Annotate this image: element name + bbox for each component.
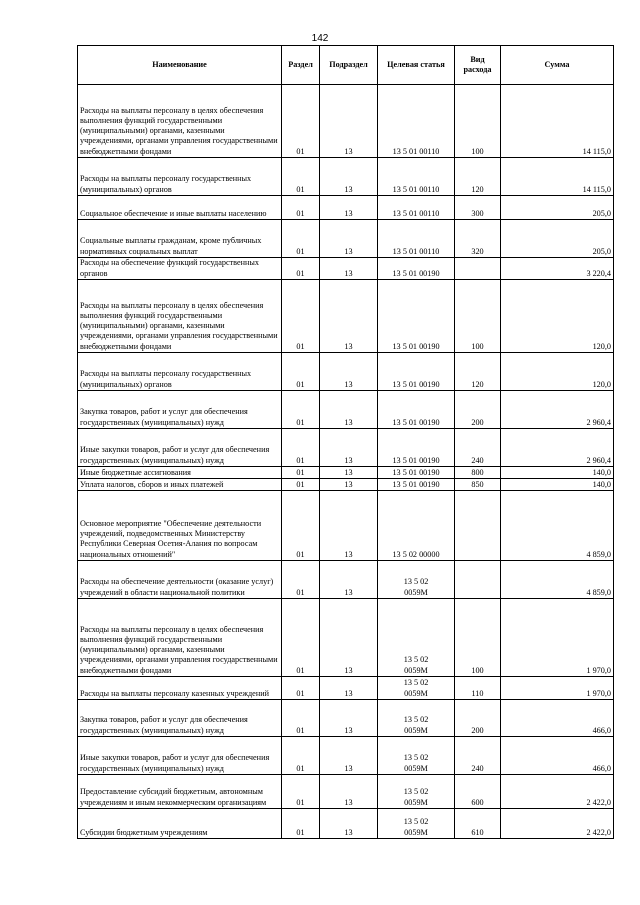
cell-subsection: 13	[320, 467, 378, 479]
cell-type: 100	[455, 280, 501, 353]
table-row	[78, 158, 614, 196]
cell-subsection: 13	[320, 429, 378, 467]
cell-sum: 466,0	[501, 737, 614, 775]
cell-section: 01	[282, 280, 320, 353]
cell-section: 01	[282, 467, 320, 479]
cell-section: 01	[282, 258, 320, 280]
table-row	[78, 479, 614, 491]
cell-target: 13 5 01 00190	[378, 258, 455, 280]
cell-sum: 120,0	[501, 280, 614, 353]
cell-subsection: 13	[320, 599, 378, 677]
cell-section: 01	[282, 737, 320, 775]
cell-subsection: 13	[320, 491, 378, 561]
cell-sum: 2 422,0	[501, 775, 614, 809]
column-header-section: Раздел	[282, 46, 320, 85]
cell-section: 01	[282, 391, 320, 429]
table-row	[78, 353, 614, 391]
cell-name: Иные бюджетные ассигнования	[78, 467, 282, 479]
table-header-row	[78, 46, 614, 85]
cell-name: Закупка товаров, работ и услуг для обеспечения государственных (муниципальных) нужд	[78, 700, 282, 737]
cell-target: 13 5 02 0059М	[378, 809, 455, 839]
cell-section: 01	[282, 353, 320, 391]
cell-section: 01	[282, 491, 320, 561]
cell-sum: 4 859,0	[501, 561, 614, 599]
table-row	[78, 700, 614, 737]
table-row	[78, 809, 614, 839]
cell-type: 110	[455, 677, 501, 700]
cell-subsection: 13	[320, 353, 378, 391]
cell-subsection: 13	[320, 809, 378, 839]
cell-subsection: 13	[320, 677, 378, 700]
cell-target: 13 5 02 0059М	[378, 775, 455, 809]
table-row	[78, 599, 614, 677]
cell-type: 600	[455, 775, 501, 809]
cell-target: 13 5 01 00110	[378, 220, 455, 258]
budget-table	[77, 45, 614, 839]
cell-name: Уплата налогов, сборов и иных платежей	[78, 479, 282, 491]
cell-target: 13 5 01 00110	[378, 158, 455, 196]
table-row	[78, 677, 614, 700]
cell-type: 300	[455, 196, 501, 220]
cell-section: 01	[282, 479, 320, 491]
cell-target: 13 5 01 00190	[378, 280, 455, 353]
cell-target: 13 5 02 0059М	[378, 599, 455, 677]
cell-type: 120	[455, 353, 501, 391]
cell-name: Иные закупки товаров, работ и услуг для обеспечения государственных (муниципальных) нужд	[78, 737, 282, 775]
table-row	[78, 561, 614, 599]
column-header-name: Наименование	[78, 46, 282, 85]
table-row	[78, 429, 614, 467]
cell-sum: 14 115,0	[501, 158, 614, 196]
cell-section: 01	[282, 561, 320, 599]
cell-subsection: 13	[320, 737, 378, 775]
cell-name: Расходы на выплаты персоналу в целях обеспечения выполнения функций государственными (муниципальными) органами, казенными учреждениями, органами управления государственными внебюджетными фондами	[78, 280, 282, 353]
table-body	[78, 85, 614, 839]
cell-target: 13 5 01 00110	[378, 196, 455, 220]
cell-name: Расходы на обеспечение функций государственных органов	[78, 258, 282, 280]
cell-type: 100	[455, 85, 501, 158]
cell-target: 13 5 01 00190	[378, 391, 455, 429]
cell-name: Социальные выплаты гражданам, кроме публичных нормативных социальных выплат	[78, 220, 282, 258]
cell-sum: 205,0	[501, 220, 614, 258]
table-row	[78, 85, 614, 158]
cell-type	[455, 258, 501, 280]
cell-name: Закупка товаров, работ и услуг для обеспечения государственных (муниципальных) нужд	[78, 391, 282, 429]
cell-name: Основное мероприятие "Обеспечение деятельности учреждений, подведомственных Министерству Республики Северная Осетия-Алания по вопросам национальных отношений"	[78, 491, 282, 561]
cell-subsection: 13	[320, 775, 378, 809]
cell-name: Расходы на выплаты персоналу государственных (муниципальных) органов	[78, 158, 282, 196]
cell-type: 100	[455, 599, 501, 677]
table-row	[78, 491, 614, 561]
cell-subsection: 13	[320, 196, 378, 220]
cell-subsection: 13	[320, 158, 378, 196]
cell-subsection: 13	[320, 700, 378, 737]
cell-subsection: 13	[320, 391, 378, 429]
cell-subsection: 13	[320, 220, 378, 258]
cell-sum: 4 859,0	[501, 491, 614, 561]
cell-type	[455, 561, 501, 599]
cell-target: 13 5 01 00190	[378, 467, 455, 479]
cell-name: Иные закупки товаров, работ и услуг для обеспечения государственных (муниципальных) нужд	[78, 429, 282, 467]
cell-section: 01	[282, 196, 320, 220]
cell-sum: 140,0	[501, 479, 614, 491]
cell-target: 13 5 02 00000	[378, 491, 455, 561]
cell-name: Расходы на обеспечение деятельности (оказание услуг) учреждений в области национальной политики	[78, 561, 282, 599]
column-header-subsection: Подраздел	[320, 46, 378, 85]
cell-target: 13 5 01 00190	[378, 353, 455, 391]
table-row	[78, 196, 614, 220]
cell-sum: 466,0	[501, 700, 614, 737]
cell-section: 01	[282, 809, 320, 839]
table-row	[78, 467, 614, 479]
cell-section: 01	[282, 429, 320, 467]
cell-subsection: 13	[320, 85, 378, 158]
cell-type: 240	[455, 429, 501, 467]
cell-sum: 1 970,0	[501, 599, 614, 677]
cell-target: 13 5 02 0059М	[378, 677, 455, 700]
cell-section: 01	[282, 158, 320, 196]
table-row	[78, 220, 614, 258]
cell-target: 13 5 02 0059М	[378, 700, 455, 737]
cell-sum: 2 960,4	[501, 429, 614, 467]
column-header-target: Целевая статья	[378, 46, 455, 85]
cell-section: 01	[282, 700, 320, 737]
cell-name: Субсидии бюджетным учреждениям	[78, 809, 282, 839]
cell-section: 01	[282, 220, 320, 258]
cell-section: 01	[282, 677, 320, 700]
cell-type: 240	[455, 737, 501, 775]
cell-section: 01	[282, 775, 320, 809]
column-header-sum: Сумма	[501, 46, 614, 85]
cell-subsection: 13	[320, 280, 378, 353]
table-row	[78, 280, 614, 353]
cell-target: 13 5 02 0059М	[378, 561, 455, 599]
cell-name: Расходы на выплаты персоналу в целях обеспечения выполнения функций государственными (муниципальными) органами, казенными учреждениями, органами управления государственными внебюджетными фондами	[78, 599, 282, 677]
cell-section: 01	[282, 85, 320, 158]
cell-section: 01	[282, 599, 320, 677]
cell-target: 13 5 01 00110	[378, 85, 455, 158]
cell-sum: 3 220,4	[501, 258, 614, 280]
table-row	[78, 391, 614, 429]
cell-sum: 140,0	[501, 467, 614, 479]
cell-name: Расходы на выплаты персоналу в целях обеспечения выполнения функций государственными (муниципальными) органами, казенными учреждениями, органами управления государственными внебюджетными фондами	[78, 85, 282, 158]
cell-type	[455, 491, 501, 561]
cell-target: 13 5 01 00190	[378, 429, 455, 467]
column-header-type: Вид расхода	[455, 46, 501, 85]
cell-type: 610	[455, 809, 501, 839]
cell-type: 200	[455, 391, 501, 429]
cell-sum: 2 422,0	[501, 809, 614, 839]
cell-name: Предоставление субсидий бюджетным, автономным учреждениям и иным некоммерческим организациям	[78, 775, 282, 809]
cell-sum: 2 960,4	[501, 391, 614, 429]
table-row	[78, 258, 614, 280]
cell-type: 320	[455, 220, 501, 258]
cell-subsection: 13	[320, 479, 378, 491]
table-row	[78, 737, 614, 775]
cell-subsection: 13	[320, 561, 378, 599]
cell-type: 850	[455, 479, 501, 491]
page-number: 142	[311, 33, 329, 44]
cell-sum: 1 970,0	[501, 677, 614, 700]
cell-sum: 14 115,0	[501, 85, 614, 158]
cell-name: Расходы на выплаты персоналу государственных (муниципальных) органов	[78, 353, 282, 391]
cell-type: 800	[455, 467, 501, 479]
cell-name: Расходы на выплаты персоналу казенных учреждений	[78, 677, 282, 700]
cell-sum: 120,0	[501, 353, 614, 391]
cell-type: 120	[455, 158, 501, 196]
cell-name: Социальное обеспечение и иные выплаты населению	[78, 196, 282, 220]
cell-subsection: 13	[320, 258, 378, 280]
table-row	[78, 775, 614, 809]
cell-sum: 205,0	[501, 196, 614, 220]
cell-target: 13 5 01 00190	[378, 479, 455, 491]
cell-target: 13 5 02 0059М	[378, 737, 455, 775]
cell-type: 200	[455, 700, 501, 737]
